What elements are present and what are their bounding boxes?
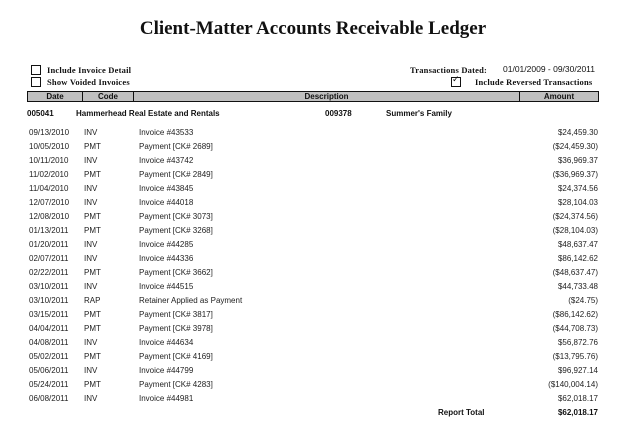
row-date: 11/02/2010 — [29, 170, 69, 179]
include-reversed-transactions-label: Include Reversed Transactions — [475, 77, 593, 87]
row-date: 10/05/2010 — [29, 142, 70, 151]
row-description: Payment [CK# 3662] — [139, 268, 213, 277]
row-description: Payment [CK# 4169] — [139, 352, 213, 361]
column-header-date: Date — [28, 92, 83, 101]
report-total-label: Report Total — [438, 408, 485, 417]
row-date: 04/08/2011 — [29, 338, 69, 347]
table-row — [0, 282, 626, 296]
row-amount: $96,927.14 — [557, 366, 598, 375]
row-date: 12/07/2010 — [29, 198, 70, 207]
table-row — [0, 156, 626, 170]
row-amount: ($24.75) — [568, 296, 598, 305]
row-code: INV — [84, 394, 98, 403]
row-code: INV — [84, 128, 98, 137]
table-row — [0, 226, 626, 240]
table-row — [0, 394, 626, 408]
report-title: Client-Matter Accounts Receivable Ledger — [139, 18, 487, 39]
row-date: 06/08/2011 — [29, 394, 69, 403]
row-date: 05/24/2011 — [29, 380, 69, 389]
table-row — [0, 296, 626, 310]
table-row — [0, 128, 626, 142]
row-date: 03/10/2011 — [29, 296, 69, 305]
row-date: 05/06/2011 — [29, 366, 69, 375]
row-amount: ($44,708.73) — [552, 324, 598, 333]
row-amount: $24,374.56 — [557, 184, 598, 193]
row-description: Invoice #44336 — [139, 254, 194, 263]
row-date: 12/08/2010 — [29, 212, 70, 221]
row-amount: $56,872.76 — [557, 338, 598, 347]
show-voided-invoices-checkbox[interactable] — [31, 77, 41, 87]
row-description: Invoice #44285 — [139, 240, 194, 249]
row-amount: ($86,142.62) — [552, 310, 598, 319]
row-code: INV — [84, 366, 98, 375]
table-row — [0, 254, 626, 268]
row-amount: $24,459.30 — [557, 128, 598, 137]
column-header-bar — [27, 91, 599, 102]
row-amount: ($36,969.37) — [552, 170, 598, 179]
row-code: PMT — [84, 352, 101, 361]
row-code: PMT — [84, 324, 101, 333]
row-amount: $28,104.03 — [557, 198, 598, 207]
row-code: PMT — [84, 170, 101, 179]
row-description: Payment [CK# 3817] — [139, 310, 213, 319]
column-header-amount: Amount — [543, 92, 575, 101]
row-code: INV — [84, 338, 98, 347]
include-reversed-transactions-checkbox[interactable] — [451, 77, 461, 87]
row-date: 03/15/2011 — [29, 310, 69, 319]
table-row — [0, 170, 626, 184]
row-code: PMT — [84, 310, 101, 319]
include-invoice-detail-label: Include Invoice Detail — [47, 65, 132, 75]
row-code: PMT — [84, 380, 101, 389]
row-amount: $86,142.62 — [557, 254, 598, 263]
row-amount: $62,018.17 — [557, 394, 598, 403]
client-id: 005041 — [27, 109, 54, 118]
row-code: PMT — [84, 226, 101, 235]
row-date: 01/20/2011 — [29, 240, 69, 249]
row-description: Invoice #43845 — [139, 184, 194, 193]
row-code: INV — [84, 156, 98, 165]
row-description: Invoice #44634 — [139, 338, 194, 347]
row-description: Payment [CK# 2849] — [139, 170, 213, 179]
transactions-dated-range: 01/01/2009 - 09/30/2011 — [503, 64, 596, 74]
table-row — [0, 142, 626, 156]
client-name: Hammerhead Real Estate and Rentals — [76, 109, 220, 118]
row-amount: $48,637.47 — [557, 240, 598, 249]
row-description: Invoice #44981 — [139, 394, 194, 403]
row-description: Invoice #44018 — [139, 198, 194, 207]
row-description: Payment [CK# 3978] — [139, 324, 213, 333]
row-date: 04/04/2011 — [29, 324, 69, 333]
row-date: 01/13/2011 — [29, 226, 69, 235]
include-invoice-detail-checkbox[interactable] — [31, 65, 41, 75]
row-description: Invoice #44515 — [139, 282, 194, 291]
row-code: RAP — [84, 296, 101, 305]
row-amount: ($24,374.56) — [552, 212, 598, 221]
row-amount: $44,733.48 — [557, 282, 598, 291]
row-description: Invoice #44799 — [139, 366, 194, 375]
table-row — [0, 240, 626, 254]
transactions-dated-label: Transactions Dated: — [410, 65, 488, 75]
row-amount: ($28,104.03) — [552, 226, 598, 235]
row-date: 10/11/2010 — [29, 156, 69, 165]
row-description: Invoice #43742 — [139, 156, 194, 165]
column-header-description: Description — [134, 92, 520, 101]
table-row — [0, 184, 626, 198]
table-row — [0, 212, 626, 226]
matter-id: 009378 — [325, 109, 352, 118]
row-amount: ($48,637.47) — [552, 268, 598, 277]
row-description: Retainer Applied as Payment — [139, 296, 243, 305]
row-code: PMT — [84, 268, 101, 277]
table-row — [0, 310, 626, 324]
row-amount: ($13,795.76) — [552, 352, 598, 361]
row-date: 09/13/2010 — [29, 128, 70, 137]
table-row — [0, 324, 626, 338]
table-row — [0, 352, 626, 366]
row-description: Payment [CK# 4283] — [139, 380, 213, 389]
table-row — [0, 338, 626, 352]
table-row — [0, 198, 626, 212]
table-row — [0, 380, 626, 394]
row-date: 11/04/2010 — [29, 184, 69, 193]
row-amount: ($140,004.14) — [548, 380, 598, 389]
row-description: Payment [CK# 3268] — [139, 226, 213, 235]
row-amount: $36,969.37 — [557, 156, 598, 165]
row-code: INV — [84, 240, 98, 249]
column-header-code: Code — [83, 92, 134, 101]
matter-name: Summer's Family — [386, 109, 452, 118]
row-description: Payment [CK# 3073] — [139, 212, 213, 221]
row-description: Invoice #43533 — [139, 128, 194, 137]
row-date: 03/10/2011 — [29, 282, 69, 291]
row-code: INV — [84, 198, 98, 207]
row-amount: ($24,459.30) — [552, 142, 598, 151]
row-code: INV — [84, 282, 98, 291]
row-code: PMT — [84, 142, 101, 151]
row-date: 05/02/2011 — [29, 352, 69, 361]
row-date: 02/07/2011 — [29, 254, 69, 263]
row-code: INV — [84, 184, 98, 193]
report-total-amount: $62,018.17 — [557, 408, 598, 417]
row-code: PMT — [84, 212, 101, 221]
row-code: INV — [84, 254, 98, 263]
table-row — [0, 366, 626, 380]
row-date: 02/22/2011 — [29, 268, 69, 277]
table-row — [0, 268, 626, 282]
row-description: Payment [CK# 2689] — [139, 142, 213, 151]
show-voided-invoices-label: Show Voided Invoices — [47, 77, 130, 87]
